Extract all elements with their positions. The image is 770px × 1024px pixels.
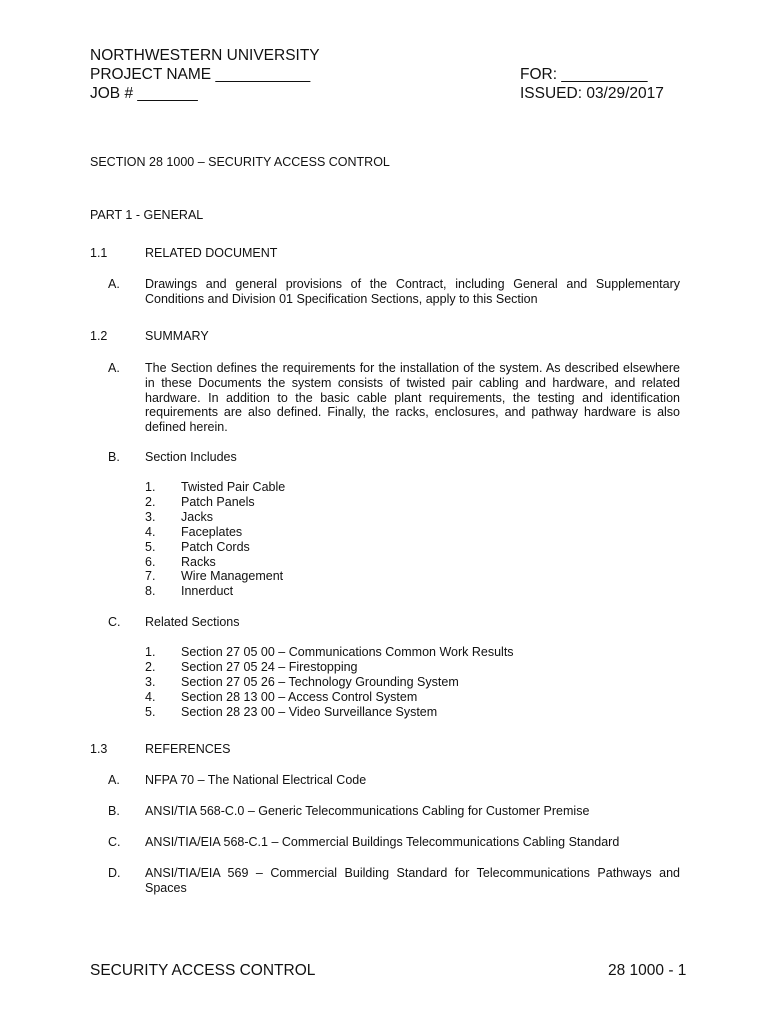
list-item-text: Jacks bbox=[181, 509, 213, 524]
list-item-number: 3. bbox=[145, 509, 156, 524]
related-document-paragraph: Drawings and general provisions of the Contract, including General and Supplementary Conditions and Division 01 Specification Sections, apply to this Section bbox=[145, 277, 680, 306]
header-project-name: PROJECT NAME ___________ bbox=[90, 66, 311, 83]
header-issued-date: ISSUED: 03/29/2017 bbox=[520, 85, 664, 102]
list-item bbox=[145, 705, 514, 720]
list-item bbox=[145, 555, 285, 570]
list-item-number: 8. bbox=[145, 584, 156, 599]
list-item-text: Section 27 05 26 – Technology Grounding System bbox=[181, 674, 459, 689]
paragraph-letter: B. bbox=[108, 450, 120, 464]
list-item-number: 5. bbox=[145, 539, 156, 554]
list-item-number: 7. bbox=[145, 569, 156, 584]
list-item-number: 4. bbox=[145, 524, 156, 539]
article-title-related-document: RELATED DOCUMENT bbox=[145, 246, 278, 260]
section-includes-list bbox=[145, 480, 285, 599]
list-item bbox=[145, 690, 514, 705]
part-heading: PART 1 - GENERAL bbox=[90, 208, 204, 222]
list-item-text: Patch Cords bbox=[181, 539, 250, 554]
list-item-text: Section 27 05 00 – Communications Common Work Results bbox=[181, 645, 514, 659]
article-number-1-3: 1.3 bbox=[90, 742, 108, 756]
paragraph-letter: A. bbox=[108, 773, 120, 787]
list-item bbox=[145, 569, 285, 584]
list-item-text: Innerduct bbox=[181, 584, 234, 599]
list-item bbox=[145, 540, 285, 555]
list-item-text: Section 28 13 00 – Access Control System bbox=[181, 689, 418, 704]
list-item-number: 2. bbox=[145, 659, 156, 674]
list-item bbox=[145, 495, 285, 510]
reference-tia-569: ANSI/TIA/EIA 569 – Commercial Building Standard for Telecommunications Pathways and Spaces bbox=[145, 866, 680, 895]
list-item bbox=[145, 645, 514, 660]
list-item-text: Racks bbox=[181, 554, 216, 569]
summary-paragraph: The Section defines the requirements for the installation of the system. As described elsewhere in these Documents the system consists of twisted pair cabling and hardware, and related hardware. In addition to the basic cable plant requirements, the testing and identification requirements are also defined. Finally, the racks, enclosures, and pathway hardware is also defined herein. bbox=[145, 361, 680, 435]
list-item-number: 2. bbox=[145, 494, 156, 509]
header-job-number: JOB # _______ bbox=[90, 85, 198, 102]
reference-tia-568-c0: ANSI/TIA 568-C.0 – Generic Telecommunications Cabling for Customer Premise bbox=[145, 804, 590, 818]
list-item bbox=[145, 480, 285, 495]
paragraph-letter: D. bbox=[108, 866, 121, 880]
list-item-text: Wire Management bbox=[181, 569, 284, 584]
section-includes-heading: Section Includes bbox=[145, 450, 237, 464]
related-sections-heading: Related Sections bbox=[145, 615, 240, 629]
list-item bbox=[145, 660, 514, 675]
list-item bbox=[145, 510, 285, 525]
list-item bbox=[145, 675, 514, 690]
reference-nfpa-70: NFPA 70 – The National Electrical Code bbox=[145, 773, 367, 787]
paragraph-letter: A. bbox=[108, 277, 120, 291]
article-title-references: REFERENCES bbox=[145, 742, 231, 756]
article-number-1-1: 1.1 bbox=[90, 246, 108, 260]
list-item-text: Faceplates bbox=[181, 524, 243, 539]
reference-tia-568-c1: ANSI/TIA/EIA 568-C.1 – Commercial Buildings Telecommunications Cabling Standard bbox=[145, 835, 620, 849]
header-for: FOR: __________ bbox=[520, 66, 648, 83]
footer-section-name: SECURITY ACCESS CONTROL bbox=[90, 962, 316, 979]
footer-page-number: 28 1000 - 1 bbox=[608, 962, 687, 979]
list-item-number: 4. bbox=[145, 689, 156, 704]
paragraph-letter: C. bbox=[108, 615, 121, 629]
paragraph-letter: A. bbox=[108, 361, 120, 375]
header-org: NORTHWESTERN UNIVERSITY bbox=[90, 47, 320, 64]
article-number-1-2: 1.2 bbox=[90, 329, 108, 343]
list-item-number: 1. bbox=[145, 480, 156, 494]
related-sections-list bbox=[145, 645, 514, 720]
list-item-text: Twisted Pair Cable bbox=[181, 480, 286, 494]
article-title-summary: SUMMARY bbox=[145, 329, 209, 343]
paragraph-letter: C. bbox=[108, 835, 121, 849]
list-item-number: 6. bbox=[145, 554, 156, 569]
list-item-number: 5. bbox=[145, 704, 156, 719]
list-item-text: Patch Panels bbox=[181, 494, 255, 509]
list-item-number: 3. bbox=[145, 674, 156, 689]
list-item bbox=[145, 584, 285, 599]
list-item bbox=[145, 525, 285, 540]
list-item-text: Section 28 23 00 – Video Surveillance System bbox=[181, 704, 438, 719]
section-title: SECTION 28 1000 – SECURITY ACCESS CONTROL bbox=[90, 155, 390, 169]
paragraph-letter: B. bbox=[108, 804, 120, 818]
list-item-number: 1. bbox=[145, 645, 156, 659]
list-item-text: Section 27 05 24 – Firestopping bbox=[181, 659, 358, 674]
